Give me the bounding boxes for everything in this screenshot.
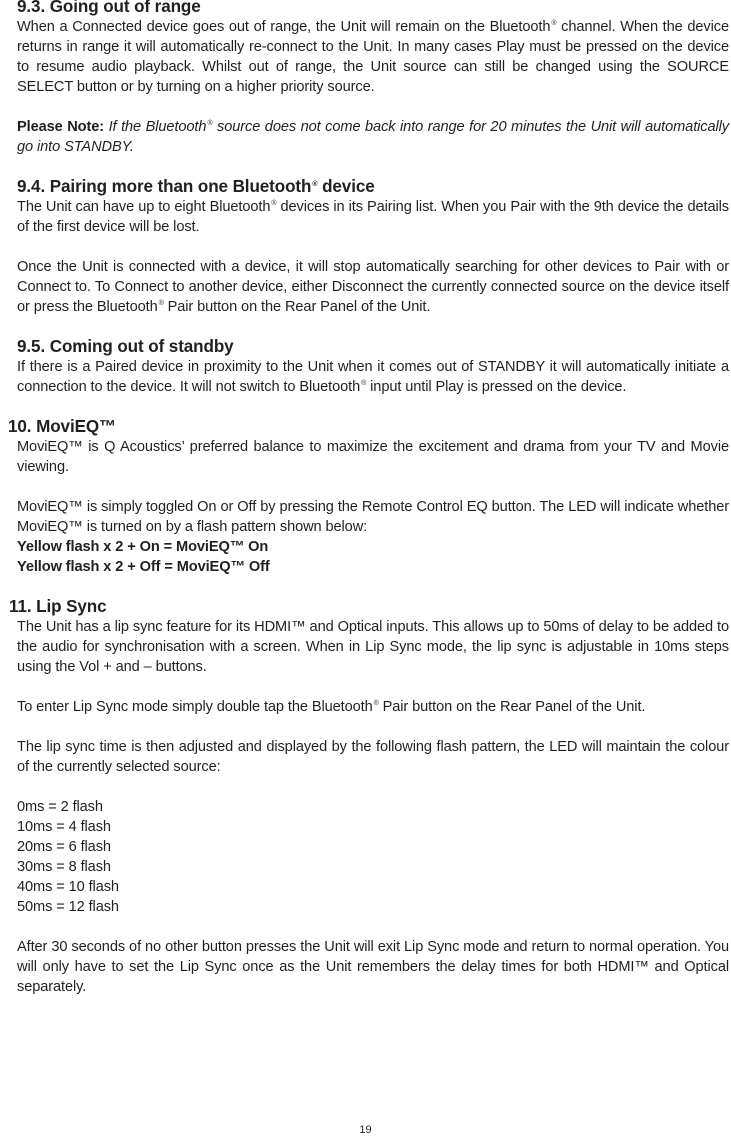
list-item: 50ms = 12 flash — [17, 899, 119, 915]
note-text: If the Bluetooth® source does not come back into range for 20 minutes the Unit will automatically go into STANDBY. — [17, 119, 729, 155]
spacer — [17, 677, 729, 697]
section-11-heading: 11. Lip Sync — [9, 597, 107, 616]
spacer — [17, 777, 729, 797]
section-9-5-heading: 9.5. Coming out of standby — [17, 337, 234, 356]
page-number: 19 — [359, 1124, 372, 1136]
spacer — [17, 917, 729, 937]
section-9-5-paragraph: If there is a Paired device in proximity to the Unit when it comes out of STANDBY it will automatically initiate a connection to the device. It will not switch to Bluetooth® input until Play is pressed on the device. — [17, 359, 729, 395]
spacer — [17, 317, 729, 337]
list-item: 30ms = 8 flash — [17, 859, 111, 875]
spacer — [17, 157, 729, 177]
list-item: 10ms = 4 flash — [17, 819, 111, 835]
section-9-3-paragraph: When a Connected device goes out of range, the Unit will remain on the Bluetooth® channel. When the device returns in range it will automatically re-connect to the Unit. In many cases Play must be pressed on the device to resume audio playback. Whilst out of range, the Unit source can still be changed using the SOURCE SELECT button or by turning on a higher priority source. — [17, 19, 729, 95]
spacer — [17, 397, 729, 417]
section-9-4-paragraph-2: Once the Unit is connected with a device, it will stop automatically searching for other devices to Pair with or Connect to. To Connect to another device, either Disconnect the currently connected source on the device itself or press the Bluetooth® Pair button on the Rear Panel of the Unit. — [17, 259, 729, 315]
please-note — [17, 117, 729, 157]
moviEQ-on-pattern: Yellow flash x 2 + On = MoviEQ™ On — [17, 539, 269, 555]
section-11-paragraph-1: The Unit has a lip sync feature for its HDMI™ and Optical inputs. This allows up to 50ms of delay to be added to the audio for synchronisation with a screen. When in Lip Sync mode, the lip sync is adjustable in 10ms steps using the Vol + and – buttons. — [17, 619, 729, 675]
section-11-paragraph-3: The lip sync time is then adjusted and displayed by the following flash pattern, the LED will maintain the colour of the currently selected source: — [17, 739, 729, 775]
spacer — [17, 477, 729, 497]
page-content — [8, 0, 729, 997]
list-item: 20ms = 6 flash — [17, 839, 111, 855]
list-item: 40ms = 10 flash — [17, 879, 119, 895]
moviEQ-off-pattern: Yellow flash x 2 + Off = MoviEQ™ Off — [17, 559, 270, 575]
spacer — [17, 237, 729, 257]
section-11-paragraph-4: After 30 seconds of no other button presses the Unit will exit Lip Sync mode and return to normal operation. You will only have to set the Lip Sync once as the Unit remembers the delay times for both HDMI™ and Optical separately. — [17, 939, 729, 995]
note-label: Please Note: — [17, 119, 105, 135]
section-11-paragraph-2: To enter Lip Sync mode simply double tap the Bluetooth® Pair button on the Rear Panel of the Unit. — [17, 699, 646, 715]
section-10-paragraph-1: MoviEQ™ is Q Acoustics’ preferred balance to maximize the excitement and drama from your TV and Movie viewing. — [17, 439, 729, 475]
section-10-heading: 10. MoviEQ™ — [8, 417, 117, 436]
spacer — [17, 577, 729, 597]
spacer — [17, 717, 729, 737]
section-9-4-heading: 9.4. Pairing more than one Bluetooth® device — [17, 177, 375, 196]
flash-pattern-list — [17, 797, 729, 917]
section-9-3-heading: 9.3. Going out of range — [17, 0, 201, 16]
section-9-4-paragraph-1: The Unit can have up to eight Bluetooth® devices in its Pairing list. When you Pair with the 9th device the details of the first device will be lost. — [17, 199, 729, 235]
spacer — [17, 97, 729, 117]
list-item: 0ms = 2 flash — [17, 799, 103, 815]
section-10-paragraph-2: MoviEQ™ is simply toggled On or Off by pressing the Remote Control EQ button. The LED will indicate whether MoviEQ™ is turned on by a flash pattern shown below: — [17, 499, 729, 535]
